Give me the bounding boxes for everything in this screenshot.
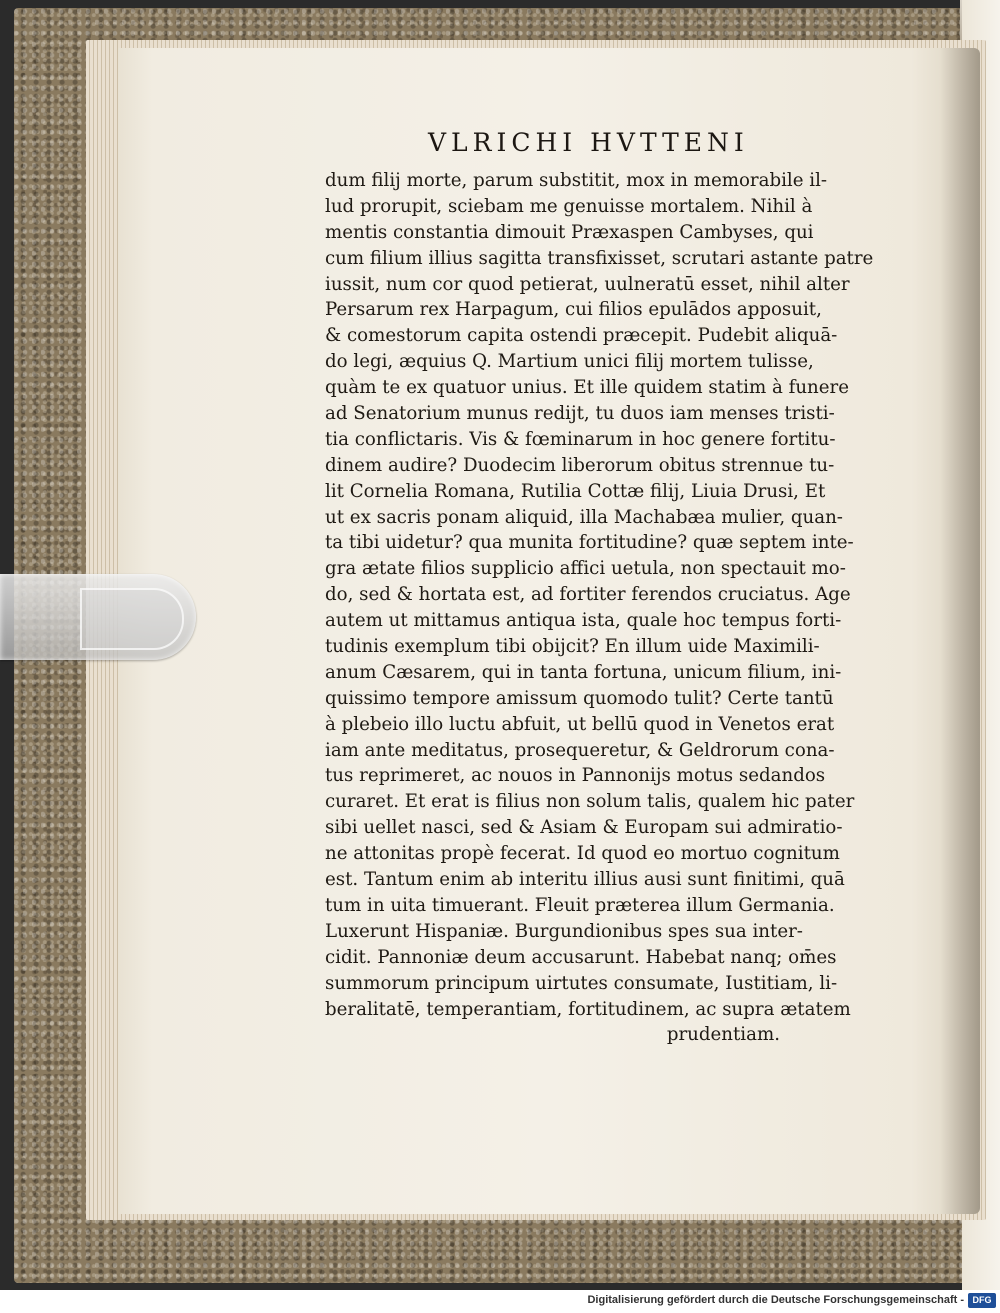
text-line: quàm te ex quatuor unius. Et ille quidem statim à funere [325, 377, 849, 399]
text-line: quissimo tempore amissum quomodo tulit? Certe tantū [325, 687, 834, 709]
dfg-logo: DFG [968, 1293, 996, 1308]
text-line: mentis constantia dimouit Præxaspen Cambyses, qui [325, 221, 814, 243]
text-line: iussit, num cor quod petierat, uulneratū esset, nihil alter [325, 273, 850, 295]
text-line: gra ætate filios supplicio affici uetula, non spectauit mo- [325, 558, 846, 580]
funding-credit: Digitalisierung gefördert durch die Deutsche Forschungsgemeinschaft - [587, 1294, 964, 1306]
text-line: tia conflictaris. Vis & fœminarum in hoc genere fortitu- [325, 428, 836, 450]
text-line: autem ut mittamus antiqua ista, quale hoc tempus forti- [325, 610, 842, 632]
text-line: summorum principum uirtutes consumate, Iustitiam, li- [325, 972, 838, 994]
text-line: Persarum rex Harpagum, cui filios epulādos apposuit, [325, 299, 822, 321]
text-line: lud prorupit, sciebam me genuisse mortalem. Nihil à [325, 195, 813, 217]
text-line: cidit. Pannoniæ deum accusarunt. Habebat nanq; om̄es [325, 946, 837, 968]
text-line: ta tibi uidetur? qua munita fortitudine? quæ septem inte- [325, 532, 854, 554]
text-line: cum filium illius sagitta transfixisset, scrutari astante patre [325, 247, 874, 269]
text-line: curaret. Et erat is filius non solum talis, qualem hic pater [325, 791, 855, 813]
text-line: tum in uita timuerant. Fleuit præterea illum Germania. [325, 894, 835, 916]
text-line: est. Tantum enim ab interitu illius ausi sunt finitimi, quā [325, 869, 845, 891]
text-line: ut ex sacris ponam aliquid, illa Machabæa mulier, quan- [325, 506, 843, 528]
text-line: lit Cornelia Romana, Rutilia Cottæ filij, Liuia Drusi, Et [325, 480, 826, 502]
bookmark-clip [0, 574, 196, 660]
bookmark-clip-slot [80, 588, 184, 650]
text-line: tudinis exemplum tibi obijcit? En illum uide Maximili- [325, 636, 820, 658]
body-text [325, 168, 874, 1048]
footer-bar [0, 1290, 1000, 1313]
text-line: tus reprimeret, ac nouos in Pannonijs motus sedandos [325, 765, 826, 787]
text-line: & comestorum capita ostendi præcepit. Pudebit aliquā- [325, 325, 838, 347]
text-line: anum Cæsarem, qui in tanta fortuna, unicum filium, ini- [325, 661, 842, 683]
text-line: à plebeio illo luctu abfuit, ut bellū quod in Venetos erat [325, 713, 835, 735]
text-line: prudentiam. [666, 1024, 780, 1046]
text-line: do legi, æquius Q. Martium unici filij mortem tulisse, [325, 351, 814, 373]
text-line: do, sed & hortata est, ad fortiter ferendos cruciatus. Age [325, 584, 851, 606]
text-line: beralitatē, temperantiam, fortitudinem, ac supra ætatem [325, 998, 851, 1020]
text-line: sibi uellet nasci, sed & Asiam & Europam sui admiratio- [325, 817, 843, 839]
text-line: dum filij morte, parum substitit, mox in memorabile il- [325, 170, 828, 191]
binding-shadow [940, 48, 980, 1214]
running-head: VLRICHI HVTTENI [428, 128, 749, 157]
text-line: ad Senatorium munus redijt, tu duos iam menses tristi- [325, 403, 835, 425]
text-line: ne attonitas propè fecerat. Id quod eo mortuo cognitum [325, 843, 840, 865]
text-line: Luxerunt Hispaniæ. Burgundionibus spes sua inter- [325, 920, 803, 942]
text-line: iam ante meditatus, prosequeretur, & Geldrorum cona- [325, 739, 835, 761]
text-line: dinem audire? Duodecim liberorum obitus strennue tu- [325, 454, 835, 476]
